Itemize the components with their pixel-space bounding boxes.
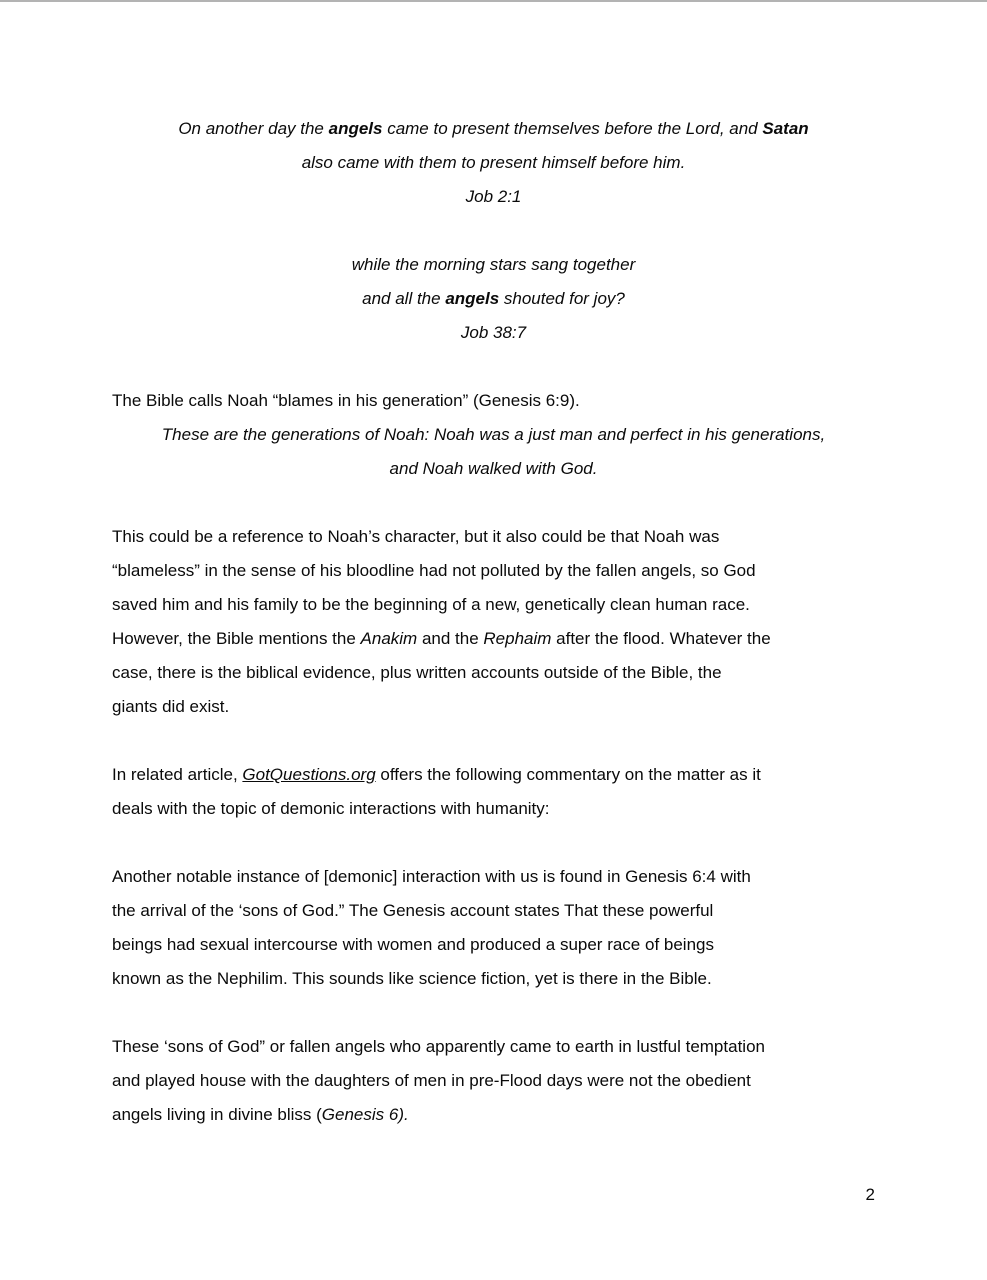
paragraph-noah-blameless [112,384,875,486]
text-run: These are the generations of Noah: Noah was a just man and perfect in his generations, [161,425,826,444]
text-run: and Noah walked with God. [389,459,598,478]
quote-job-2-1 [112,112,875,214]
quote-job-38-7 [112,248,875,350]
text-run: The Bible calls Noah “blames in his generation” (Genesis 6:9). [112,391,580,410]
text-line [112,1064,875,1098]
text-run: and the [417,629,484,648]
text-line [112,1098,875,1132]
text-run: Anakim [360,629,418,648]
citation-job-38-7: Job 38:7 [460,323,527,342]
text-run: However, the Bible mentions the [112,629,361,648]
text-line [112,860,875,894]
text-run: shouted for joy? [499,289,625,308]
text-line [112,1030,875,1064]
text-line [112,894,875,928]
text-run: while the morning stars sang together [351,255,636,274]
text-line [112,554,875,588]
text-run: deals with the topic of demonic interactions with humanity: [112,799,550,818]
text-run: saved him and his family to be the beginning of a new, genetically clean human race. [112,595,750,614]
text-run: case, there is the biblical evidence, plus written accounts outside of the Bible, the [112,663,722,682]
text-run: Another notable instance of [demonic] interaction with us is found in Genesis 6:4 with [112,867,751,886]
text-run: beings had sexual intercourse with women and produced a super race of beings [112,935,714,954]
text-line [112,792,875,826]
text-run: giants did exist. [112,697,230,716]
text-line [112,452,875,486]
text-run: Satan [762,119,809,138]
text-run: the arrival of the ‘sons of God.” The Genesis account states That these powerful [112,901,714,920]
text-run: after the flood. Whatever the [551,629,771,648]
text-line [112,656,875,690]
text-line [112,962,875,996]
text-line [112,622,875,656]
text-line [112,248,875,282]
text-run: On another day the [178,119,329,138]
text-run: These ‘sons of God” or fallen angels who apparently came to earth in lustful temptation [112,1037,765,1056]
text-line [112,758,875,792]
text-line [112,928,875,962]
text-run: known as the Nephilim. This sounds like science fiction, yet is there in the Bible. [112,969,712,988]
text-run: angels [445,289,500,308]
paragraph-noah-character [112,520,875,724]
text-line [112,588,875,622]
text-line [112,282,875,316]
text-line [112,690,875,724]
text-run: angels living in divine bliss ( [112,1105,322,1124]
text-run: and played house with the daughters of men in pre-Flood days were not the obedient [112,1071,751,1090]
text-run: Genesis 6). [321,1105,409,1124]
text-line [112,418,875,452]
text-line [112,112,875,146]
text-run: “blameless” in the sense of his bloodline had not polluted by the fallen angels, so God [112,561,756,580]
text-run: also came with them to present himself before him. [301,153,686,172]
text-run: Rephaim [483,629,552,648]
page-number: 2 [865,1185,875,1204]
text-run: angels [328,119,383,138]
citation-job-2-1: Job 2:1 [465,187,522,206]
paragraph-gotquestions-intro [112,758,875,826]
paragraph-sons-of-god [112,1030,875,1132]
text-line [112,146,875,180]
text-line [112,384,875,418]
text-run: This could be a reference to Noah’s character, but it also could be that Noah was [112,527,720,546]
text-run: and all the [362,289,446,308]
text-line [112,316,875,350]
paragraph-genesis-6-4 [112,860,875,996]
text-run: offers the following commentary on the matter as it [375,765,761,784]
document-text [112,112,875,1132]
text-run: In related article, [112,765,243,784]
text-line [112,520,875,554]
text-run: came to present themselves before the Lord, and [382,119,763,138]
text-line [112,180,875,214]
gotquestions-link[interactable]: GotQuestions.org [242,765,376,784]
